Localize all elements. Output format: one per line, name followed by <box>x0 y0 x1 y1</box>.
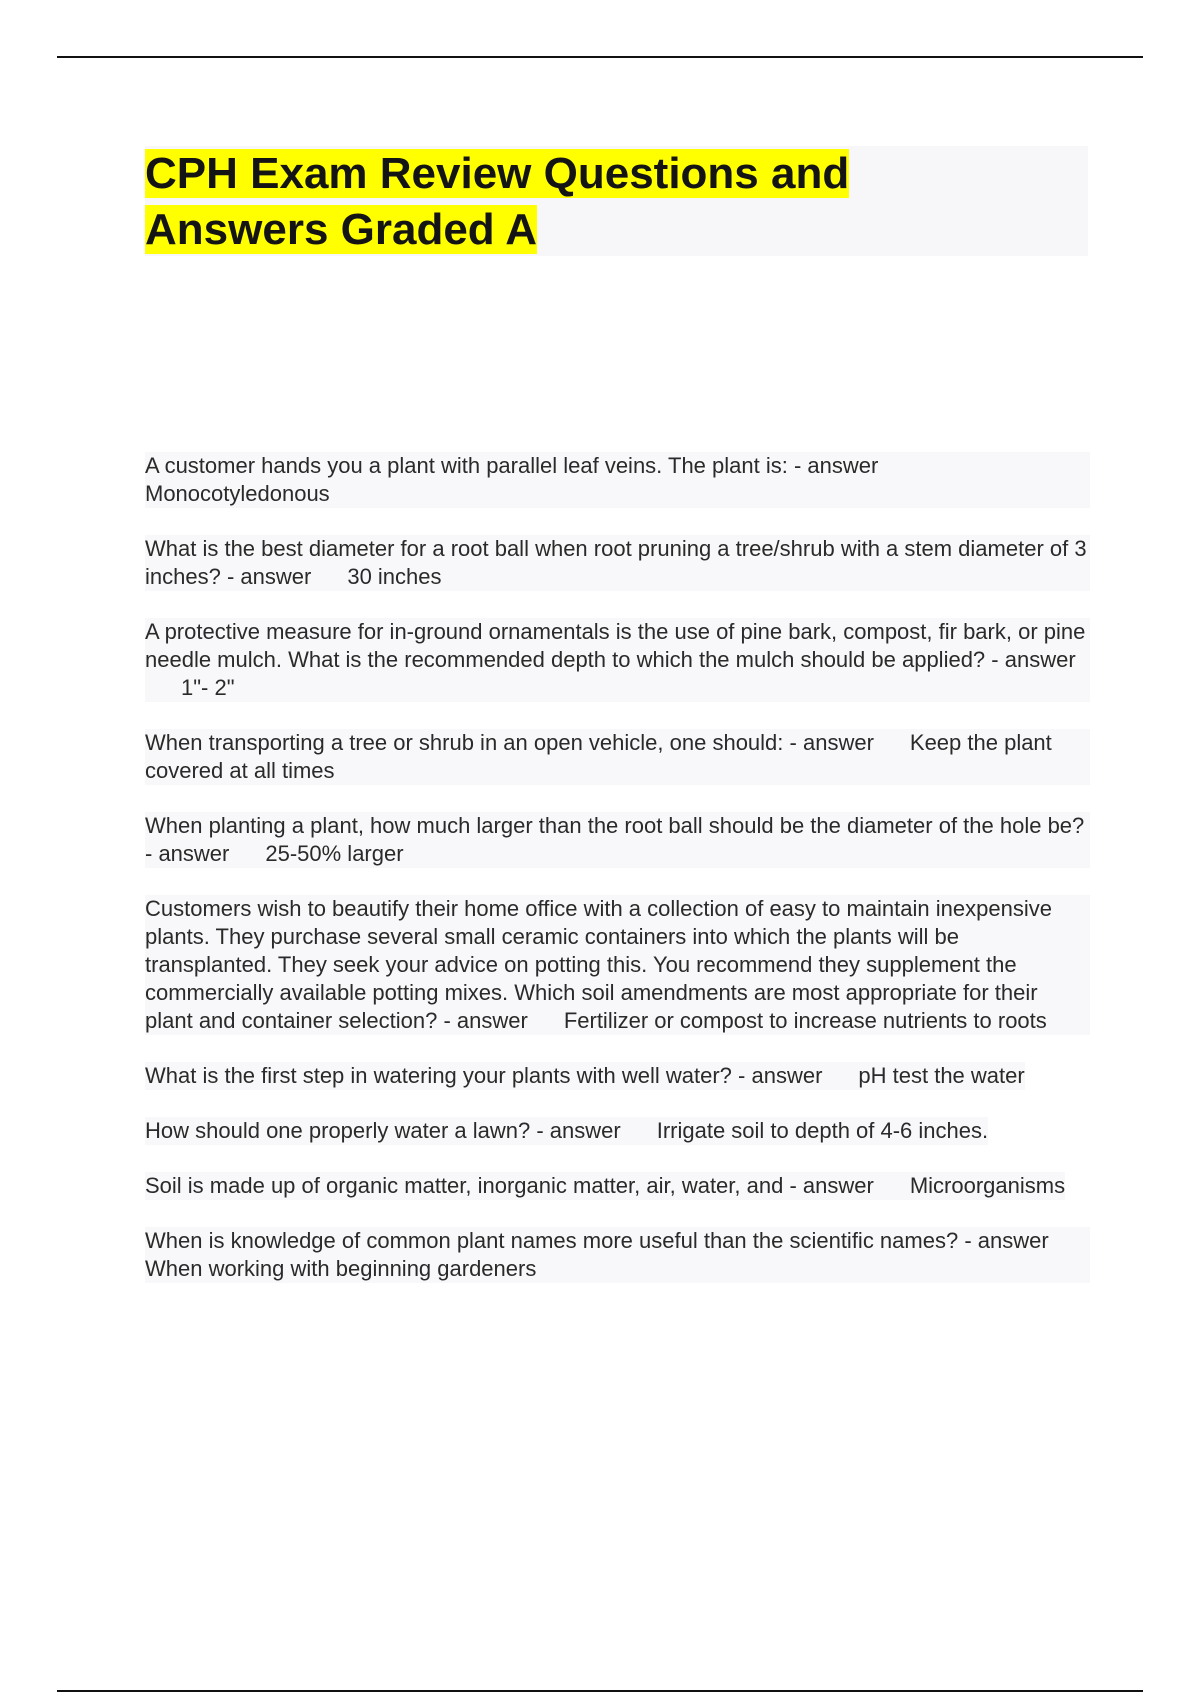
top-rule <box>57 56 1143 58</box>
bottom-rule <box>57 1690 1143 1692</box>
answer-separator: - answer <box>991 647 1076 672</box>
question-text: When planting a plant, how much larger than the root ball should be the diameter of the hole be? <box>145 813 1085 838</box>
title-block <box>145 146 1088 256</box>
answer-text: 1"- 2" <box>181 675 235 700</box>
question-text: What is the best diameter for a root ball when root pruning a tree/shrub with a stem diameter of 3 inches? <box>145 536 1087 589</box>
qa-text <box>145 1062 1025 1090</box>
qa-text <box>145 1227 1090 1283</box>
question-text: A protective measure for in-ground ornamentals is the use of pine bark, compost, fir bark, or pine needle mulch. What is the recommended depth to which the mulch should be applied? <box>145 619 1086 672</box>
answer-separator: - answer <box>789 1173 874 1198</box>
qa-item <box>145 452 1090 508</box>
answer-text: 25-50% larger <box>265 841 404 866</box>
qa-text <box>145 729 1090 785</box>
answer-separator: - answer <box>145 841 230 866</box>
qa-item <box>145 1117 1090 1145</box>
qa-item <box>145 1172 1090 1200</box>
qa-item <box>145 618 1090 702</box>
question-text: Customers wish to beautify their home office with a collection of easy to maintain inexpensive plants. They purchase several small ceramic containers into which the plants will be transplanted. They seek your advice on potting this. You recommend they supplement the commercially available potting mixes. Which soil amendments are most appropriate for their plant and container selection? <box>145 896 1052 1033</box>
answer-text: 30 inches <box>347 564 442 589</box>
title-highlight: CPH Exam Review Questions and Answers Graded A <box>145 149 850 254</box>
question-text: When transporting a tree or shrub in an open vehicle, one should: <box>145 730 784 755</box>
question-text: How should one properly water a lawn? <box>145 1118 531 1143</box>
qa-text <box>145 1172 1065 1200</box>
answer-text: pH test the water <box>858 1063 1025 1088</box>
answer-text: Keep the plant covered at all times <box>145 730 1052 783</box>
qa-text <box>145 895 1090 1035</box>
qa-list <box>145 452 1090 1310</box>
qa-text <box>145 452 1090 508</box>
question-text: What is the first step in watering your plants with well water? <box>145 1063 732 1088</box>
answer-text: Monocotyledonous <box>145 481 330 506</box>
qa-text <box>145 812 1090 868</box>
question-text: A customer hands you a plant with parallel leaf veins. The plant is: <box>145 453 788 478</box>
qa-item <box>145 1227 1090 1283</box>
answer-text: Irrigate soil to depth of 4-6 inches. <box>656 1118 989 1143</box>
answer-separator: - answer <box>536 1118 621 1143</box>
qa-item <box>145 895 1090 1035</box>
answer-separator: - answer <box>738 1063 823 1088</box>
qa-text <box>145 535 1090 591</box>
answer-separator: - answer <box>789 730 874 755</box>
answer-text: Microorganisms <box>909 1173 1066 1198</box>
answer-separator: - answer <box>793 453 879 478</box>
page-title <box>145 146 945 258</box>
qa-item <box>145 729 1090 785</box>
question-text: Soil is made up of organic matter, inorganic matter, air, water, and <box>145 1173 784 1198</box>
qa-text <box>145 618 1090 702</box>
answer-separator: - answer <box>443 1008 528 1033</box>
answer-separator: - answer <box>964 1228 1049 1253</box>
answer-separator: - answer <box>226 564 312 589</box>
answer-text: When working with beginning gardeners <box>145 1256 537 1281</box>
qa-item <box>145 812 1090 868</box>
question-text: When is knowledge of common plant names more useful than the scientific names? <box>145 1228 959 1253</box>
qa-item <box>145 535 1090 591</box>
answer-text: Fertilizer or compost to increase nutrients to roots <box>563 1008 1047 1033</box>
qa-item <box>145 1062 1090 1090</box>
qa-text <box>145 1117 988 1145</box>
